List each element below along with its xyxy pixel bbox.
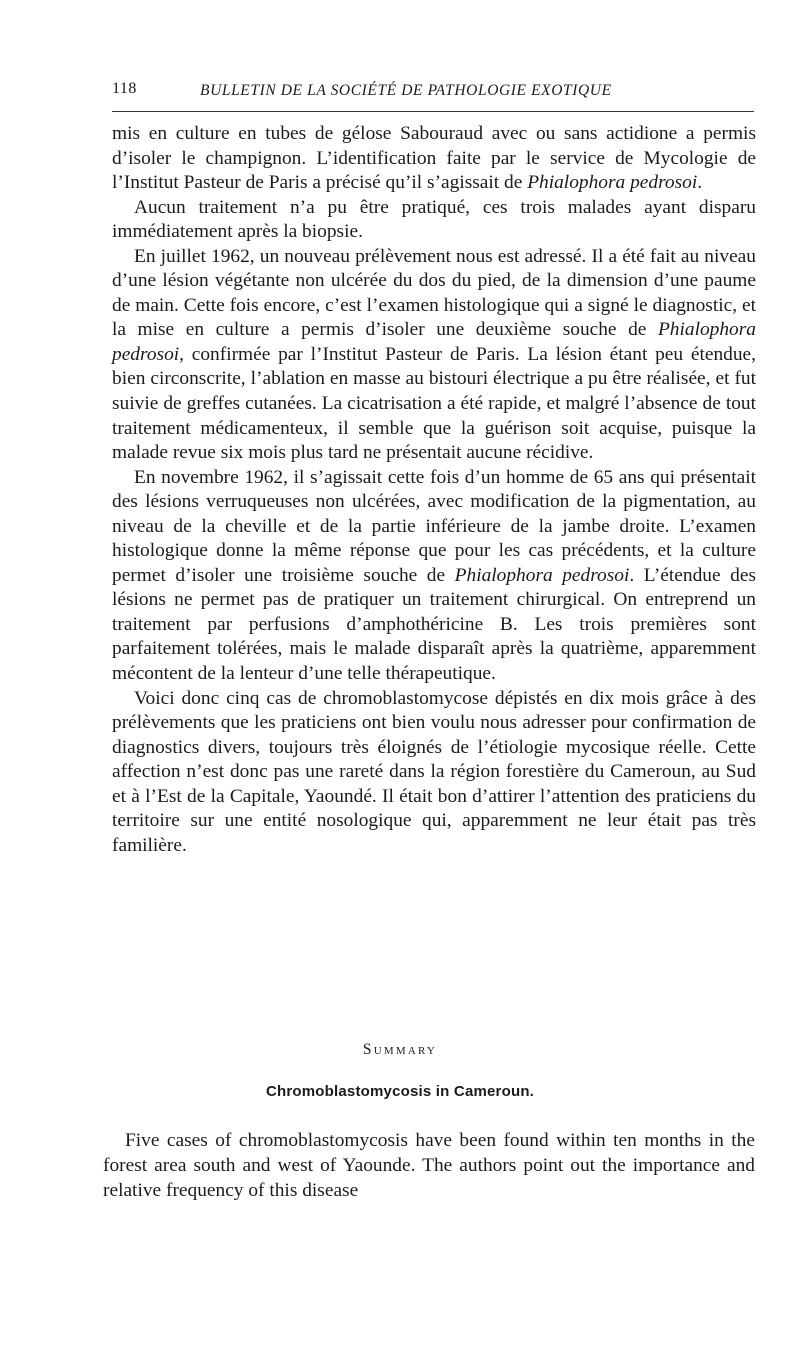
- running-head: BULLETIN DE LA SOCIÉTÉ DE PATHOLOGIE EXOTIQUE: [200, 82, 612, 99]
- summary-paragraph: Five cases of chromoblastomycosis have been found within ten months in the forest area south and west of Yaounde. The authors point out the importance and relative frequency of this disease: [103, 1130, 755, 1201]
- paragraph-4-text: En novembre 1962, il s’agissait cette fois d’un homme de 65 ans qui présentait des lésions verruqueuses non ulcérées, avec modification de la pigmentation, au niveau de la cheville et de la partie inférieure de la jambe droite. L’examen histologique donne la même réponse que pour les cas précédents, et la culture permet d’isoler une troisième souche de: [112, 466, 756, 586]
- paragraph-1-text: mis en culture en tubes de gélose Sabouraud avec ou sans actidione a permis d’isoler le champignon. L’identification faite par le service de Mycologie de l’Institut Pasteur de Paris a précisé qu’il s’agissait de: [112, 123, 756, 194]
- species-name: Phialophora pedrosoi: [527, 172, 698, 194]
- paragraph-4: [112, 466, 756, 687]
- page-number: 118: [112, 80, 137, 97]
- paragraph-3-text: En juillet 1962, un nouveau prélèvement nous est adressé. Il a été fait au niveau d’une lésion végétante non ulcérée du dos du pied, de la dimension d’une paume de main. Cette fois encore, c’est l’examen histologique qui a signé le diagnostic, et la mise en culture a permis d’isoler une deuxième souche de: [112, 245, 756, 341]
- article-body: [112, 122, 756, 858]
- paragraph-1: [112, 122, 756, 196]
- paragraph-2: Aucun traitement n’a pu être pratiqué, ces trois malades ayant disparu immédiatement après la biopsie.: [112, 196, 756, 243]
- page-header: [112, 80, 754, 102]
- summary-body: [103, 1128, 755, 1203]
- species-name: Phialophora pedrosoi: [112, 319, 756, 365]
- paragraph-3: [112, 245, 756, 466]
- species-name: Phialophora pedrosoi: [454, 564, 630, 586]
- paragraph-1-end: .: [697, 172, 703, 194]
- summary-heading: Summary: [362, 1041, 438, 1058]
- header-rule: [112, 111, 754, 112]
- paragraph-5: Voici donc cinq cas de chromoblastomycose dépistés en dix mois grâce à des prélèvements que les praticiens ont bien voulu nous adresser pour confirmation de diagnostics divers, toujours très éloignés de l’étiologie mycosique réelle. Cette affection n’est donc pas une rareté dans la région forestière du Cameroun, au Sud et à l’Est de la Capitale, Yaoundé. Il était bon d’attirer l’attention des praticiens du territoire sur une entité nosologique qui, apparemment ne leur était pas très familière.: [112, 687, 756, 856]
- paragraph-3-end: , confirmée par l’Institut Pasteur de Paris. La lésion étant peu étendue, bien circonscrite, l’ablation en masse au bistouri électrique a pu être réalisée, et fut suivie de greffes cutanées. La cicatrisation a été rapide, et malgré l’absence de tout traitement médicamenteux, il semble que la guérison soit acquise, puisque la malade revue six mois plus tard ne présentait aucune récidive.: [112, 343, 756, 464]
- paragraph-4-end: . L’étendue des lésions ne permet pas de pratiquer un traitement chirurgical. On entreprend un traitement par perfusions d’amphothéricine B. Les trois premières sont parfaitement tolérées, mais le malade disparaît après la quatrième, apparemment mécontent de la lenteur d’une telle thérapeutique.: [112, 564, 756, 685]
- summary-subtitle: Chromoblastomycosis in Cameroun.: [265, 1083, 535, 1100]
